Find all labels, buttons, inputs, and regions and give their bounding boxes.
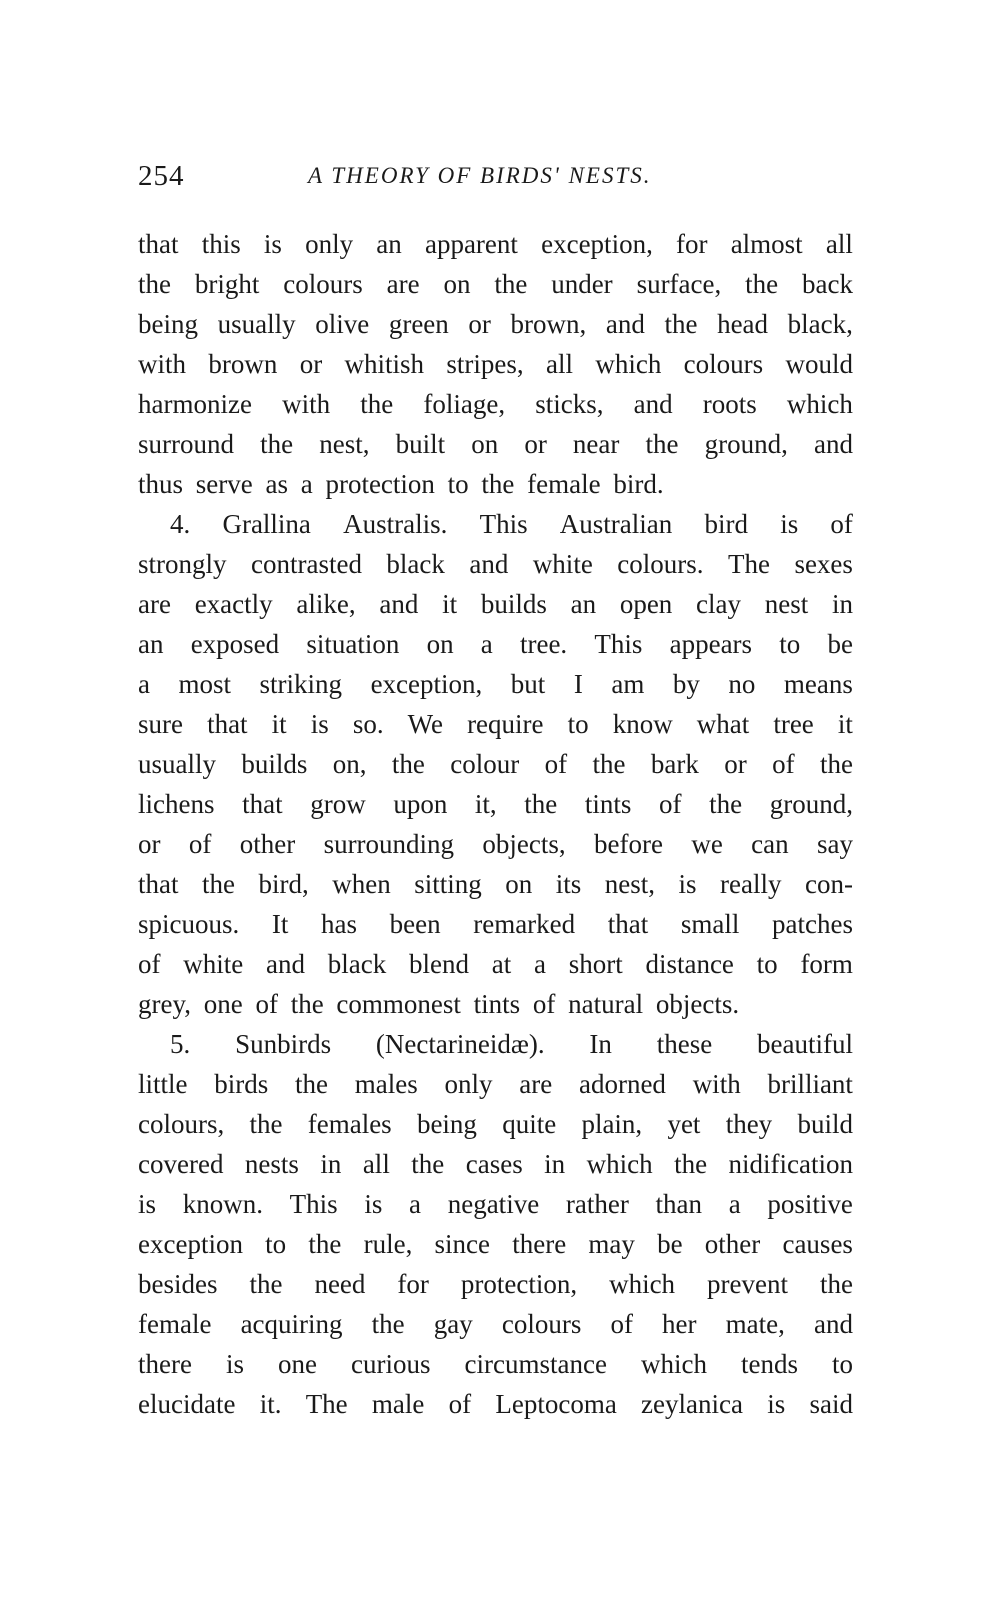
word: the: [745, 269, 779, 299]
word: to: [265, 1229, 287, 1259]
word: of: [138, 949, 161, 979]
word: appears: [669, 629, 753, 659]
word: are: [138, 589, 171, 619]
word: require: [467, 709, 544, 739]
word: sitting: [414, 869, 482, 899]
word: 5.: [170, 1029, 191, 1059]
word: means: [783, 669, 853, 699]
word: ground,: [704, 429, 788, 459]
word: negative: [447, 1189, 540, 1219]
text-line: [138, 1384, 853, 1424]
word: tints: [584, 789, 632, 819]
word: adorned: [578, 1069, 666, 1099]
text-line: [138, 704, 853, 744]
word: is: [310, 709, 329, 739]
word: blend: [408, 949, 469, 979]
word: which: [595, 349, 662, 379]
word: on: [505, 869, 533, 899]
word: an: [570, 589, 597, 619]
word: surround: [138, 429, 234, 459]
word: It: [271, 909, 289, 939]
text-line: [138, 384, 853, 424]
word: the: [819, 749, 853, 779]
word: Grallina: [222, 509, 311, 539]
word: exception: [138, 1229, 243, 1259]
word: exception,: [370, 669, 483, 699]
word: which: [586, 1149, 653, 1179]
word: positive: [767, 1189, 853, 1219]
word: is: [678, 869, 697, 899]
text-line: [138, 1344, 853, 1384]
word: white: [183, 949, 244, 979]
word: elucidate: [138, 1389, 236, 1419]
text-line: [138, 944, 853, 984]
word: little: [138, 1069, 188, 1099]
word: nidification: [728, 1149, 853, 1179]
word: been: [389, 909, 441, 939]
word: these: [656, 1029, 713, 1059]
word: can: [751, 829, 789, 859]
word: only: [305, 229, 354, 259]
word: are: [519, 1069, 553, 1099]
word: usually: [138, 749, 216, 779]
page-number: 254: [138, 160, 185, 192]
text-line: [138, 264, 853, 304]
word: the: [524, 789, 558, 819]
word: there: [512, 1229, 567, 1259]
word: mate,: [725, 1309, 785, 1339]
text-line: [138, 584, 853, 624]
word: the: [592, 749, 626, 779]
word: in: [544, 1149, 566, 1179]
word: the: [202, 869, 235, 899]
word: is: [767, 1389, 786, 1419]
word: rule,: [363, 1229, 413, 1259]
word: be: [827, 629, 853, 659]
text-line: [138, 1104, 853, 1144]
word: may: [588, 1229, 635, 1259]
word: since: [434, 1229, 491, 1259]
word: curious: [351, 1349, 431, 1379]
word: Australian: [559, 509, 673, 539]
word: objects,: [482, 829, 566, 859]
paragraph-last-line: thus serve as a protection to the female bird.: [138, 469, 664, 499]
word: known.: [182, 1189, 263, 1219]
word: or: [299, 349, 323, 379]
word: the: [138, 269, 171, 299]
word: and: [633, 389, 673, 419]
word: an: [376, 229, 402, 259]
word: of: [830, 509, 853, 539]
word: white: [532, 549, 593, 579]
word: that: [138, 229, 179, 259]
word: with: [282, 389, 331, 419]
word: by: [672, 669, 700, 699]
word: bird,: [258, 869, 309, 899]
word: contrasted: [250, 549, 362, 579]
word: which: [786, 389, 853, 419]
body-text: [138, 224, 853, 1424]
text-line: [138, 864, 853, 904]
word: This: [594, 629, 643, 659]
word: bright: [194, 269, 260, 299]
word: we: [691, 829, 723, 859]
word: brown,: [510, 309, 587, 339]
word: male: [371, 1389, 425, 1419]
text-line: [138, 304, 853, 344]
word: plain,: [581, 1109, 643, 1139]
word: prevent: [707, 1269, 789, 1299]
word: strongly: [138, 549, 227, 579]
word: be: [657, 1229, 683, 1259]
word: colours: [283, 269, 363, 299]
word: that: [138, 869, 179, 899]
word: acquiring: [240, 1309, 343, 1339]
word: Sunbirds: [235, 1029, 332, 1059]
word: tends: [740, 1349, 798, 1379]
word: builds: [480, 589, 547, 619]
word: the: [391, 749, 425, 779]
text-line: [138, 344, 853, 384]
word: is: [780, 509, 799, 539]
word: there: [138, 1349, 192, 1379]
word: nest,: [604, 869, 656, 899]
word: are: [386, 269, 420, 299]
word: of: [448, 1389, 472, 1419]
word: the: [295, 1069, 328, 1099]
word: of: [188, 829, 212, 859]
word: sexes: [794, 549, 853, 579]
word: apparent: [424, 229, 518, 259]
word: and: [605, 309, 645, 339]
word: it,: [474, 789, 497, 819]
word: is: [263, 229, 282, 259]
word: on: [426, 629, 454, 659]
word: or: [468, 309, 491, 339]
word: 4.: [170, 509, 191, 539]
word: tree.: [519, 629, 568, 659]
word: of: [610, 1309, 633, 1339]
word: clay: [696, 589, 742, 619]
word: Australis.: [343, 509, 448, 539]
text-line: [138, 904, 853, 944]
word: back: [802, 269, 853, 299]
word: the: [674, 1149, 708, 1179]
paragraph-first-line: [138, 1024, 853, 1064]
word: only: [444, 1069, 493, 1099]
word: is: [225, 1349, 244, 1379]
word: that: [242, 789, 283, 819]
word: on: [443, 269, 471, 299]
word: cases: [465, 1149, 523, 1179]
word: the: [249, 1269, 283, 1299]
word: most: [178, 669, 232, 699]
word: brown: [208, 349, 278, 379]
word: said: [809, 1389, 853, 1419]
word: to: [756, 949, 778, 979]
text-line: [138, 1144, 853, 1184]
text-line: [138, 424, 853, 464]
word: roots: [702, 389, 757, 419]
text-line: [138, 1264, 853, 1304]
word: bark: [650, 749, 699, 779]
word: nest,: [319, 429, 370, 459]
word: female: [138, 1309, 212, 1339]
word: and: [469, 549, 509, 579]
word: a: [480, 629, 493, 659]
word: upon: [393, 789, 448, 819]
word: gay: [433, 1309, 473, 1339]
word: the: [308, 1229, 342, 1259]
word: and: [813, 429, 853, 459]
word: ground,: [769, 789, 853, 819]
word: other: [239, 829, 296, 859]
word: whitish: [344, 349, 425, 379]
word: its: [555, 869, 582, 899]
word: colours: [501, 1309, 582, 1339]
word: than: [655, 1189, 703, 1219]
word: to: [831, 1349, 853, 1379]
word: remarked: [473, 909, 576, 939]
word: what: [696, 709, 750, 739]
running-title: A THEORY OF BIRDS' NESTS.: [308, 163, 652, 188]
word: the: [249, 1109, 283, 1139]
word: of: [544, 749, 568, 779]
word: in: [831, 589, 853, 619]
word: need: [314, 1269, 366, 1299]
word: open: [619, 589, 673, 619]
word: of: [659, 789, 682, 819]
word: zeylanica: [641, 1389, 743, 1419]
word: exception,: [541, 229, 653, 259]
word: I: [573, 669, 583, 699]
word: stripes,: [446, 349, 524, 379]
word: lichens: [138, 789, 215, 819]
word: the: [360, 389, 394, 419]
word: situation: [306, 629, 400, 659]
text-line: [138, 824, 853, 864]
word: spicuous.: [138, 909, 240, 939]
word: other: [704, 1229, 761, 1259]
text-line: [138, 224, 853, 264]
word: green: [388, 309, 449, 339]
word: black,: [787, 309, 853, 339]
word: and: [813, 1309, 853, 1339]
word: sticks,: [535, 389, 604, 419]
text-line: [138, 624, 853, 664]
word: this: [201, 229, 241, 259]
word: birds: [214, 1069, 269, 1099]
word: an: [138, 629, 164, 659]
word: really: [720, 869, 782, 899]
word: covered: [138, 1149, 224, 1179]
paragraph-last-line: grey, one of the commonest tints of natural objects.: [138, 989, 740, 1019]
word: quite: [502, 1109, 557, 1139]
word: exposed: [190, 629, 280, 659]
word: circumstance: [464, 1349, 607, 1379]
word: all: [546, 349, 573, 379]
word: black: [386, 549, 445, 579]
word: of: [772, 749, 795, 779]
word: or: [724, 749, 747, 779]
word: protection,: [460, 1269, 578, 1299]
word: females: [307, 1109, 392, 1139]
word: they: [725, 1109, 773, 1139]
word: so.: [352, 709, 384, 739]
word: it: [271, 709, 287, 739]
word: know: [612, 709, 673, 739]
word: to: [567, 709, 589, 739]
word: with: [138, 349, 187, 379]
text-line: [138, 744, 853, 784]
word: head: [717, 309, 769, 339]
word: beautiful: [757, 1029, 853, 1059]
word: a: [533, 949, 546, 979]
word: for: [397, 1269, 429, 1299]
word: almost: [730, 229, 803, 259]
word: grow: [310, 789, 366, 819]
word: built: [395, 429, 446, 459]
paragraph-first-line: [138, 504, 853, 544]
text-line: [138, 1064, 853, 1104]
word: The: [727, 549, 770, 579]
word: colours.: [617, 549, 704, 579]
word: am: [611, 669, 645, 699]
word: usually: [217, 309, 296, 339]
word: say: [817, 829, 853, 859]
word: it: [837, 709, 853, 739]
word: the: [260, 429, 294, 459]
word: foliage,: [423, 389, 506, 419]
word: In: [589, 1029, 612, 1059]
word: being: [138, 309, 198, 339]
word: This: [479, 509, 528, 539]
word: on,: [332, 749, 367, 779]
word: the: [664, 309, 698, 339]
word: sure: [138, 709, 183, 739]
word: or: [524, 429, 547, 459]
word: colours: [683, 349, 764, 379]
word: the: [645, 429, 679, 459]
word: surrounding: [323, 829, 455, 859]
word: tree: [773, 709, 814, 739]
word: but: [510, 669, 546, 699]
word: striking: [259, 669, 343, 699]
word: on: [471, 429, 499, 459]
word: and: [266, 949, 305, 979]
text-line: [138, 544, 853, 584]
word: short: [568, 949, 623, 979]
word: near: [572, 429, 620, 459]
word: causes: [782, 1229, 853, 1259]
word: has: [321, 909, 357, 939]
word: before: [594, 829, 663, 859]
word: small: [680, 909, 740, 939]
word: under: [551, 269, 613, 299]
word: or: [138, 829, 161, 859]
word: The: [305, 1389, 348, 1419]
word: it: [442, 589, 458, 619]
word: alike,: [296, 589, 356, 619]
word: nests: [244, 1149, 299, 1179]
text-line: [138, 1184, 853, 1224]
word: colours,: [138, 1109, 225, 1139]
word: which: [640, 1349, 707, 1379]
word: the: [709, 789, 743, 819]
word: a: [728, 1189, 741, 1219]
word: which: [609, 1269, 676, 1299]
word: no: [728, 669, 756, 699]
word: would: [785, 349, 853, 379]
word: that: [607, 909, 649, 939]
word: exactly: [194, 589, 273, 619]
word: the: [371, 1309, 405, 1339]
word: a: [138, 669, 150, 699]
word: surface,: [636, 269, 722, 299]
word: and: [379, 589, 419, 619]
word: distance: [645, 949, 734, 979]
word: bird: [704, 509, 748, 539]
word: it.: [259, 1389, 282, 1419]
word: the: [494, 269, 528, 299]
text-line: [138, 664, 853, 704]
word: the: [820, 1269, 853, 1299]
word: brilliant: [767, 1069, 853, 1099]
word: besides: [138, 1269, 218, 1299]
word: with: [692, 1069, 741, 1099]
word: olive: [315, 309, 370, 339]
word: males: [354, 1069, 418, 1099]
word: This: [289, 1189, 338, 1219]
word: Leptocoma: [495, 1389, 617, 1419]
word: one: [278, 1349, 317, 1379]
word: black: [327, 949, 387, 979]
word: yet: [667, 1109, 701, 1139]
word: build: [797, 1109, 853, 1139]
word: is: [364, 1189, 383, 1219]
word: a: [409, 1189, 422, 1219]
word: her: [662, 1309, 697, 1339]
word: at: [491, 949, 512, 979]
word: We: [407, 709, 443, 739]
word: patches: [772, 909, 853, 939]
word: form: [800, 949, 853, 979]
word: harmonize: [138, 389, 252, 419]
running-header: [138, 160, 853, 200]
text-line: [138, 1224, 853, 1264]
word: is: [138, 1189, 157, 1219]
word: builds: [241, 749, 308, 779]
word: the: [411, 1149, 445, 1179]
text-line: [138, 1304, 853, 1344]
word: all: [362, 1149, 390, 1179]
word: that: [207, 709, 248, 739]
word: (Nectarineidæ).: [375, 1029, 545, 1059]
word: nest: [764, 589, 809, 619]
word: rather: [565, 1189, 629, 1219]
word: for: [676, 229, 708, 259]
word: colour: [450, 749, 520, 779]
text-line: [138, 784, 853, 824]
word: con-: [805, 869, 853, 899]
word: being: [416, 1109, 477, 1139]
word: to: [779, 629, 801, 659]
word: in: [320, 1149, 342, 1179]
word: all: [825, 229, 853, 259]
word: when: [332, 869, 391, 899]
